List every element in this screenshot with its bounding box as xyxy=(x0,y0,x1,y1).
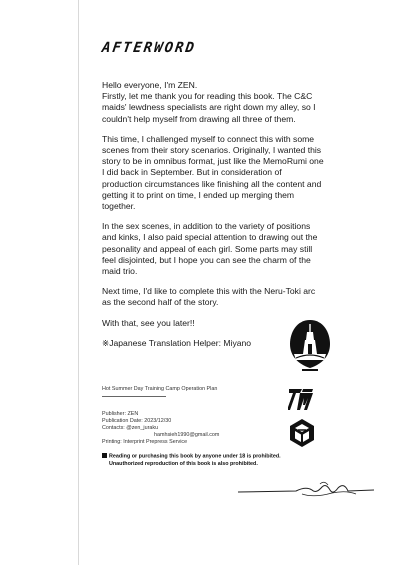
age-warning-line2: Unauthorized reproduction of this book is also prohibited. xyxy=(109,460,258,467)
black-square-icon xyxy=(102,453,107,458)
cube-logo-icon xyxy=(288,418,316,448)
paragraph-greeting: Hello everyone, I'm ZEN. Firstly, let me thank you for reading this book. The C&C maids' lewdness specialists are right down my alley, so I couldn't help myself from drawing all three of them. xyxy=(102,80,316,124)
page-gutter-line xyxy=(78,0,79,565)
paragraph-challenge: This time, I challenged myself to connect this with some scenes from their story scenarios. Originally, I wanted this story to be in omnibus format, just like the MemoRumi one I did back in September. But in consideration of production circumstances like finishing all the content and getting it to print on time, I ended up merging them together. xyxy=(102,133,324,212)
age-warning-line1: Reading or purchasing this book by anyone under 18 is prohibited. xyxy=(109,453,281,460)
colophon-publication-date: Publication Date: 2023/12/30 xyxy=(102,418,172,424)
tower-emblem-icon xyxy=(288,318,332,374)
page-title: AFTERWORD xyxy=(100,40,197,56)
paragraph-farewell: With that, see you later!! xyxy=(102,317,195,328)
tm-logo-icon xyxy=(288,388,314,412)
paragraph-next-time: Next time, I'd like to complete this with the Neru-Toki arc as the second half of the story. xyxy=(102,286,316,308)
colophon-publisher: Publisher: ZEN xyxy=(102,411,139,417)
colophon-contacts: Contacts: @zen_juraku xyxy=(102,425,159,431)
afterword-body xyxy=(102,80,324,358)
colophon-printing: Printing: Interprint Prepress Service xyxy=(102,439,188,445)
colophon-divider xyxy=(102,396,166,397)
paragraph-translation-helper: ※Japanese Translation Helper: Miyano xyxy=(102,337,252,348)
age-warning xyxy=(102,453,302,468)
paragraph-scenes: In the sex scenes, in addition to the variety of positions and kinks, I also paid special attention to drawing out the pesonality and appeal of each girl. Some parts may still feel disjointed, but I hope you can see the charm of the maid trio. xyxy=(102,221,318,277)
colophon-contact-email: hamhsieh1990@gmail.com xyxy=(154,432,220,438)
colophon xyxy=(102,386,282,446)
signature-icon xyxy=(236,478,376,500)
colophon-book-title: Hot Summer Day Training Camp Operation Plan xyxy=(102,386,218,392)
